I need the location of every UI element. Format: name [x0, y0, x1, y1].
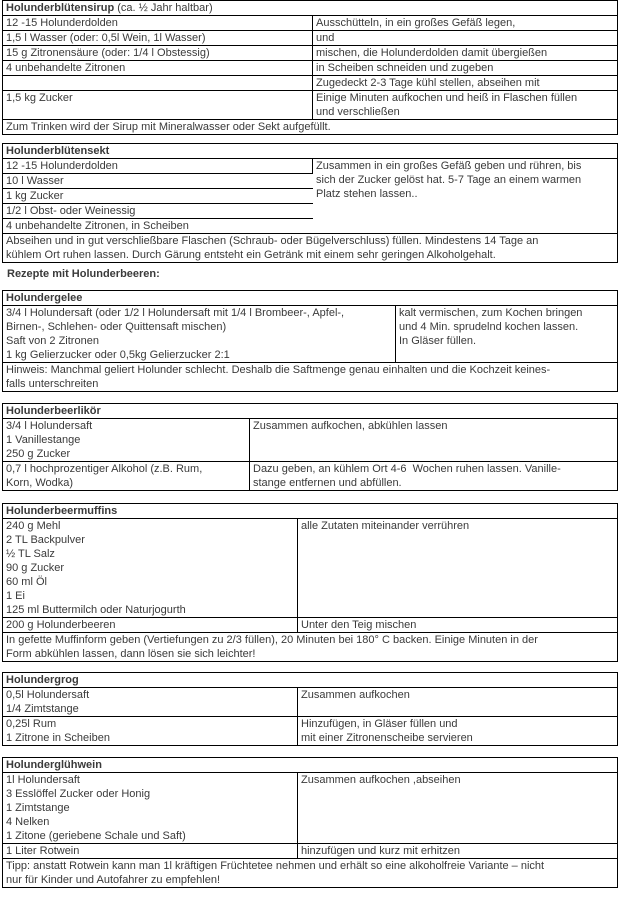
- ingredient: 12 -15 Holunderdolden: [3, 159, 313, 174]
- recipe-title: Holunderblütensirup (ca. ½ Jahr haltbar): [3, 1, 618, 16]
- recipe-table: [2, 672, 618, 746]
- section-heading: Rezepte mit Holunderbeeren:: [7, 268, 160, 280]
- recipe-table: [2, 503, 618, 662]
- recipe-table: [2, 757, 618, 888]
- step: in Scheiben schneiden und zugeben: [313, 61, 618, 76]
- step: alle Zutaten miteinander verrühren: [298, 519, 618, 618]
- recipe-title: Holundergelee: [3, 291, 618, 306]
- step: Zusammen aufkochen ,abseihen: [298, 773, 618, 844]
- step: Zusammen aufkochen: [298, 688, 618, 717]
- recipe-table: [2, 290, 618, 392]
- ingredients: 3/4 l Holundersaft 1 Vanillestange 250 g Zucker: [3, 419, 250, 462]
- ingredients: 240 g Mehl 2 TL Backpulver ½ TL Salz 90 g Zucker 60 ml Öl 1 Ei 125 ml Buttermilch oder Naturjogurth: [3, 519, 298, 618]
- step: Ausschütteln, in ein großes Gefäß legen,: [313, 16, 618, 31]
- step: hinzufügen und kurz mit erhitzen: [298, 844, 618, 859]
- step: Unter den Teig mischen: [298, 618, 618, 633]
- ingredients: 200 g Holunderbeeren: [3, 618, 298, 633]
- recipe-title: Holunderbeerlikör: [3, 404, 618, 419]
- ingredient: 10 l Wasser: [3, 174, 313, 189]
- ingredient: 1/2 l Obst- oder Weinessig: [3, 204, 313, 219]
- ingredient: 12 -15 Holunderdolden: [3, 16, 313, 31]
- ingredient: 1,5 l Wasser (oder: 0,5l Wein, 1l Wasser): [3, 31, 313, 46]
- step: mischen, die Holunderdolden damit übergießen: [313, 46, 618, 61]
- recipe-holundergelee: [2, 290, 618, 392]
- recipe-footer: Tipp: anstatt Rotwein kann man 1l kräftigen Früchtetee nehmen und erhält so eine alkoholfreie Variante – nicht nur für Kinder und Autofahrer zu empfehlen!: [6, 860, 545, 886]
- ingredient: 4 unbehandelte Zitronen: [3, 61, 313, 76]
- step: Zusammen aufkochen, abkühlen lassen: [250, 419, 618, 462]
- recipe-holunderbeerlikoer: [2, 403, 618, 491]
- ingredients: 0,25l Rum 1 Zitrone in Scheiben: [3, 717, 298, 746]
- step: und: [313, 31, 618, 46]
- recipe-footer: In gefette Muffinform geben (Vertiefungen zu 2/3 füllen), 20 Minuten bei 180° C backen. Einige Minuten in der Form abkühlen lassen, dann lösen sie sich leichter!: [6, 634, 538, 660]
- step: Zusammen in ein großes Gefäß geben und rühren, bis sich der Zucker gelöst hat. 5-7 Tage an einem warmen Platz stehen lassen..: [313, 159, 618, 234]
- recipe-holundergrog: [2, 672, 618, 746]
- recipe-holunderbeermuffins: [2, 503, 618, 662]
- step: kalt vermischen, zum Kochen bringen und 4 Min. sprudelnd kochen lassen. In Gläser füllen.: [396, 306, 618, 363]
- recipe-holunderbluetensekt: [2, 143, 618, 263]
- step: Hinzufügen, in Gläser füllen und mit einer Zitronenscheibe servieren: [301, 718, 473, 744]
- ingredients: 3/4 l Holundersaft (oder 1/2 l Holundersaft mit 1/4 l Brombeer-, Apfel-, Birnen-, Schlehen- oder Quittensaft mischen) Saft von 2 Zitronen 1 kg Gelierzucker oder 0,5kg Gelierzucker 2:1: [3, 306, 396, 363]
- recipe-table: [2, 403, 618, 491]
- recipe-footer: Abseihen und in gut verschließbare Flaschen (Schraub- oder Bügelverschluss) füllen. Mindestens 14 Tage an kühlem Ort ruhen lassen. Durch Gärung entsteht ein Getränk mit einem sehr geringen Alkoholgehalt.: [6, 235, 539, 261]
- ingredients: 0,5l Holundersaft 1/4 Zimtstange: [3, 688, 298, 717]
- ingredients: 0,7 l hochprozentiger Alkohol (z.B. Rum, Korn, Wodka): [3, 462, 250, 491]
- ingredient: 1 kg Zucker: [3, 189, 313, 204]
- ingredient: [3, 76, 313, 91]
- step: Einige Minuten aufkochen und heiß in Flaschen füllen und verschließen: [313, 91, 618, 120]
- ingredient: 15 g Zitronensäure (oder: 1/4 l Obstessig): [3, 46, 313, 61]
- recipe-title: Holunderglühwein: [3, 758, 618, 773]
- ingredients: 1 Liter Rotwein: [3, 844, 298, 859]
- ingredients: 1l Holundersaft 3 Esslöffel Zucker oder Honig 1 Zimtstange 4 Nelken 1 Zitone (geriebene Schale und Saft): [3, 773, 298, 844]
- ingredient: 4 unbehandelte Zitronen, in Scheiben: [3, 219, 313, 234]
- ingredient: 1,5 kg Zucker: [3, 91, 313, 120]
- recipe-title: Holunderbeermuffins: [3, 504, 618, 519]
- recipe-table: [2, 143, 618, 263]
- recipe-title: Holundergrog: [3, 673, 618, 688]
- step: Zugedeckt 2-3 Tage kühl stellen, abseihen mit: [313, 76, 618, 91]
- recipe-table: [2, 0, 618, 135]
- recipe-holunderbluetensirup: [2, 0, 618, 135]
- recipe-footer: Hinweis: Manchmal geliert Holunder schlecht. Deshalb die Saftmenge genau einhalten und die Kochzeit keines- falls unterschreiten: [6, 364, 551, 390]
- recipe-title: Holunderblütensekt: [3, 144, 618, 159]
- step: Dazu geben, an kühlem Ort 4-6 Wochen ruhen lassen. Vanille- stange entfernen und abfüllen.: [253, 463, 561, 489]
- recipe-holundergluehwein: [2, 757, 618, 888]
- recipe-footer: Zum Trinken wird der Sirup mit Mineralwasser oder Sekt aufgefüllt.: [6, 121, 331, 133]
